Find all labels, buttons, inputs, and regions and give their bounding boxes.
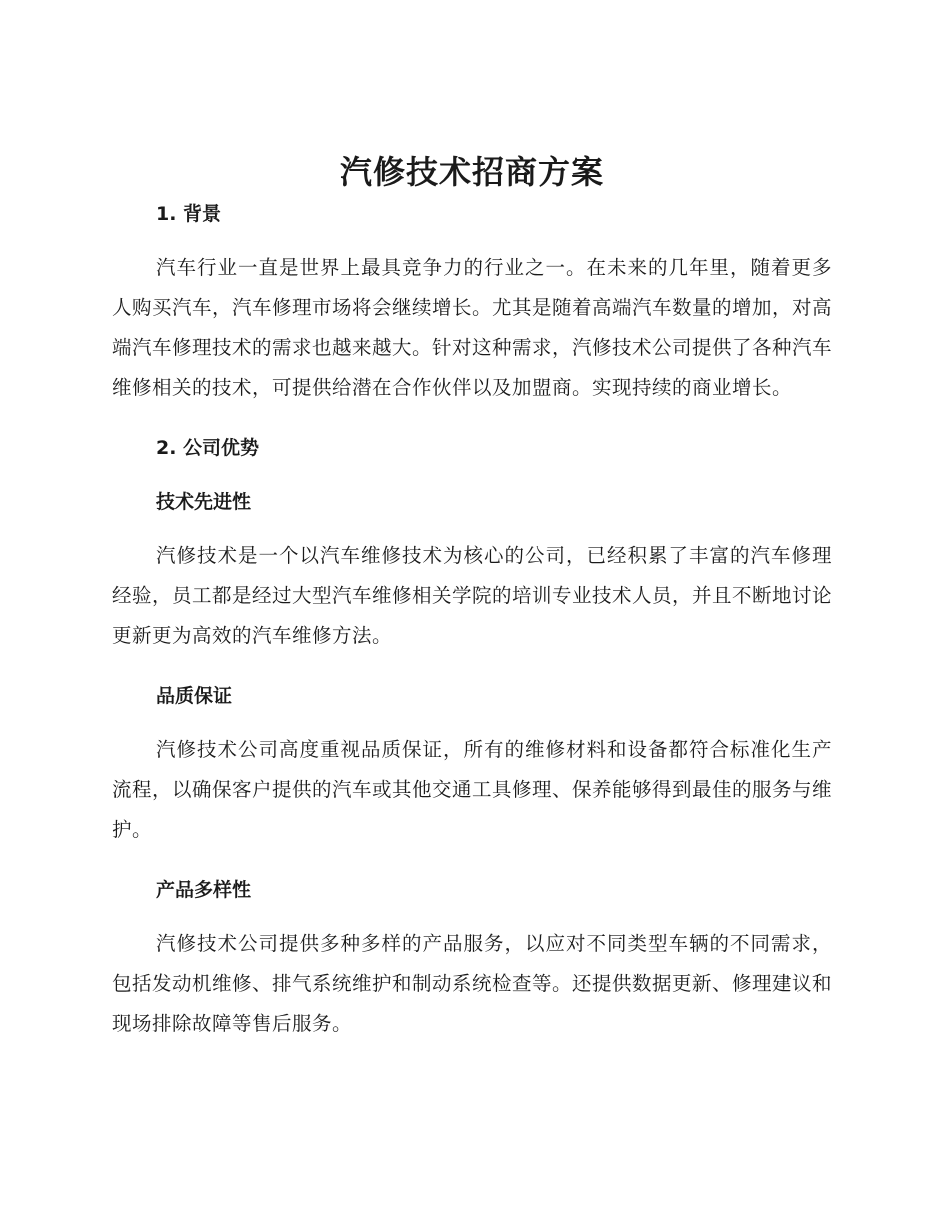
spacer: [112, 710, 832, 730]
subheading-product-diversity: 产品多样性: [156, 879, 252, 901]
paragraph-product-diversity: 汽修技术公司提供多种多样的产品服务，以应对不同类型车辆的不同需求，包括发动机维修、排气系统维护和制动系统检查等。还提供数据更新、修理建议和现场排除故障等售后服务。: [112, 932, 833, 1035]
paragraph-quality: 汽修技术公司高度重视品质保证，所有的维修材料和设备都符合标准化生产流程，以确保客户提供的汽车或其他交通工具修理、保养能够得到最佳的服务与维护。: [112, 738, 833, 841]
spacer: [112, 516, 832, 536]
subheading-tech-advanced: 技术先进性: [156, 491, 252, 513]
document-title: 汽修技术招商方案: [339, 153, 604, 191]
paragraph-tech-advanced: 汽修技术是一个以汽车维修技术为核心的公司，已经积累了丰富的汽车修理经验，员工都是经过大型汽车维修相关学院的培训专业技术人员，并且不断地讨论更新更为高效的汽车维修方法。: [112, 544, 833, 647]
spacer: [112, 228, 832, 248]
section-heading-background: 1. 背景: [156, 203, 222, 225]
document-page: [112, 150, 832, 1044]
spacer: [112, 462, 832, 488]
spacer: [112, 408, 832, 434]
paragraph-background: 汽车行业一直是世界上最具竞争力的行业之一。在未来的几年里，随着更多人购买汽车，汽车修理市场将会继续增长。尤其是随着高端汽车数量的增加，对高端汽车修理技术的需求也越来越大。针对这种需求，汽修技术公司提供了各种汽车维修相关的技术，可提供给潜在合作伙伴以及加盟商。实现持续的商业增长。: [112, 256, 833, 399]
section-heading-advantages: 2. 公司优势: [156, 437, 260, 459]
spacer: [112, 850, 832, 876]
spacer: [112, 656, 832, 682]
subheading-quality: 品质保证: [156, 685, 233, 707]
spacer: [112, 904, 832, 924]
